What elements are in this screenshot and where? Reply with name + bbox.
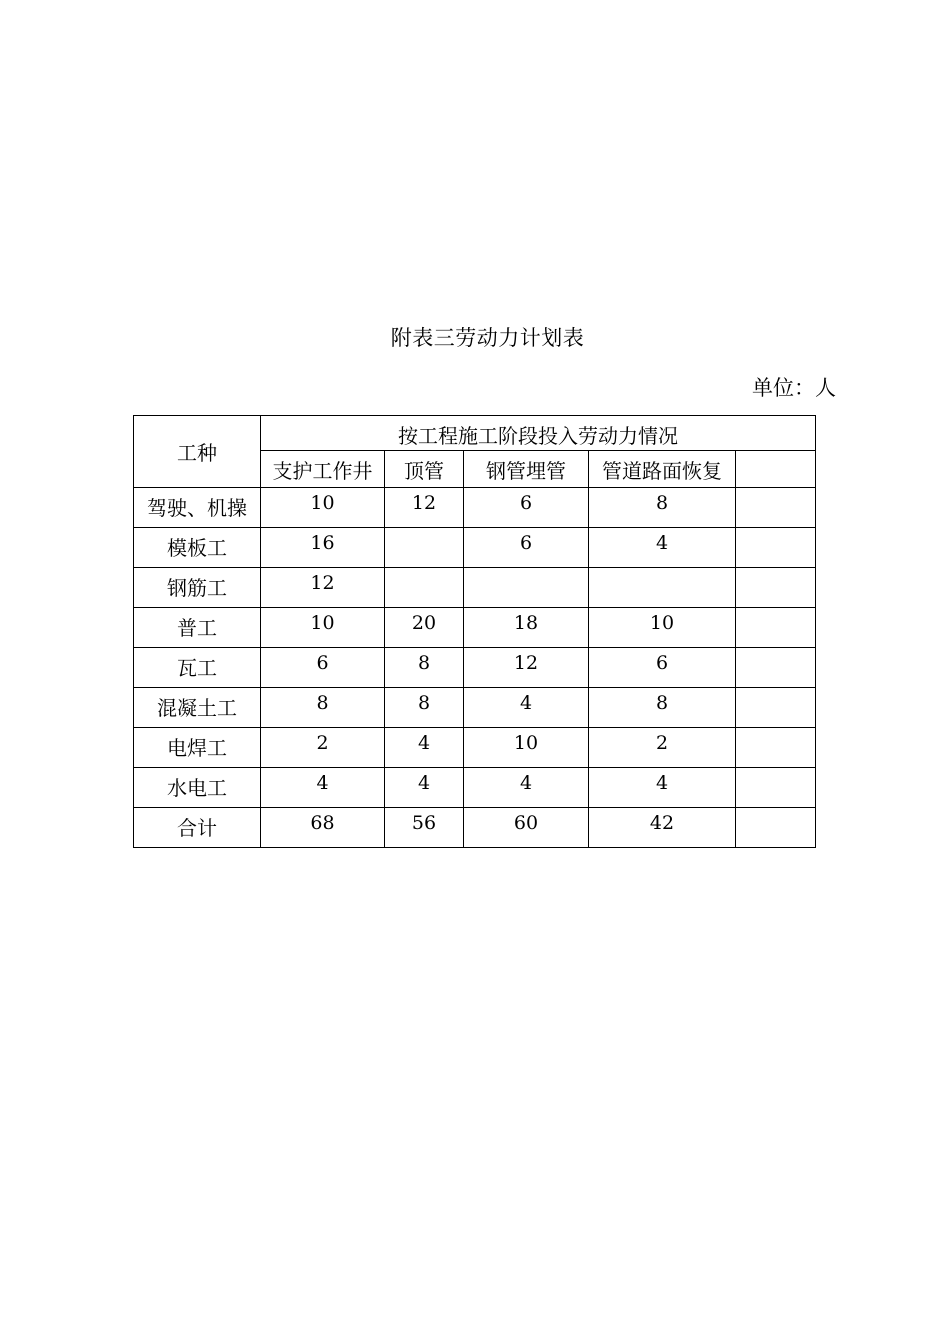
- trade-name-cell: 驾驶、机操: [134, 488, 261, 528]
- value-cell: 8: [385, 688, 464, 728]
- trade-name-cell: 合计: [134, 808, 261, 848]
- value-cell: 2: [261, 728, 385, 768]
- value-cell: 16: [261, 528, 385, 568]
- value-cell: [736, 568, 816, 608]
- value-cell: 4: [589, 768, 736, 808]
- value-cell: [464, 568, 589, 608]
- value-cell: 6: [589, 648, 736, 688]
- value-cell: 60: [464, 808, 589, 848]
- trade-name-cell: 水电工: [134, 768, 261, 808]
- table-row: [134, 608, 816, 648]
- unit-label: 单位：人: [752, 376, 836, 400]
- value-cell: 56: [385, 808, 464, 848]
- value-cell: 6: [464, 528, 589, 568]
- value-cell: [736, 688, 816, 728]
- trade-column-header: 工种: [134, 416, 261, 488]
- value-cell: 18: [464, 608, 589, 648]
- value-cell: 12: [464, 648, 589, 688]
- page-title: 附表三劳动力计划表: [390, 326, 585, 350]
- value-cell: 10: [261, 488, 385, 528]
- value-cell: [736, 488, 816, 528]
- value-cell: 10: [464, 728, 589, 768]
- trade-name-cell: 钢筋工: [134, 568, 261, 608]
- table-row: [134, 568, 816, 608]
- value-cell: 8: [261, 688, 385, 728]
- value-cell: [736, 528, 816, 568]
- stage-header: 钢管埋管: [464, 451, 589, 488]
- value-cell: 8: [385, 648, 464, 688]
- value-cell: 4: [464, 688, 589, 728]
- value-cell: [385, 528, 464, 568]
- value-cell: 2: [589, 728, 736, 768]
- value-cell: 6: [464, 488, 589, 528]
- table-row: [134, 728, 816, 768]
- stage-header: 管道路面恢复: [589, 451, 736, 488]
- trade-name-cell: 模板工: [134, 528, 261, 568]
- labor-plan-table: [133, 415, 816, 848]
- value-cell: [736, 808, 816, 848]
- value-cell: 20: [385, 608, 464, 648]
- value-cell: [736, 768, 816, 808]
- value-cell: [385, 568, 464, 608]
- trade-name-cell: 瓦工: [134, 648, 261, 688]
- trade-name-cell: 电焊工: [134, 728, 261, 768]
- value-cell: 10: [261, 608, 385, 648]
- table-header-row: [134, 416, 816, 451]
- value-cell: 4: [385, 728, 464, 768]
- stage-header: [736, 451, 816, 488]
- table-row: [134, 808, 816, 848]
- value-cell: 4: [385, 768, 464, 808]
- value-cell: 6: [261, 648, 385, 688]
- stage-group-header: 按工程施工阶段投入劳动力情况: [261, 416, 816, 451]
- value-cell: 68: [261, 808, 385, 848]
- table-row: [134, 768, 816, 808]
- value-cell: [589, 568, 736, 608]
- value-cell: 8: [589, 488, 736, 528]
- table-row: [134, 488, 816, 528]
- table-row: [134, 648, 816, 688]
- value-cell: 4: [261, 768, 385, 808]
- trade-name-cell: 普工: [134, 608, 261, 648]
- value-cell: 4: [464, 768, 589, 808]
- value-cell: [736, 728, 816, 768]
- table-row: [134, 688, 816, 728]
- value-cell: 42: [589, 808, 736, 848]
- trade-name-cell: 混凝土工: [134, 688, 261, 728]
- stage-header: 支护工作井: [261, 451, 385, 488]
- value-cell: [736, 608, 816, 648]
- value-cell: 12: [385, 488, 464, 528]
- table-row: [134, 528, 816, 568]
- value-cell: 12: [261, 568, 385, 608]
- stage-header: 顶管: [385, 451, 464, 488]
- value-cell: 8: [589, 688, 736, 728]
- value-cell: 4: [589, 528, 736, 568]
- value-cell: 10: [589, 608, 736, 648]
- value-cell: [736, 648, 816, 688]
